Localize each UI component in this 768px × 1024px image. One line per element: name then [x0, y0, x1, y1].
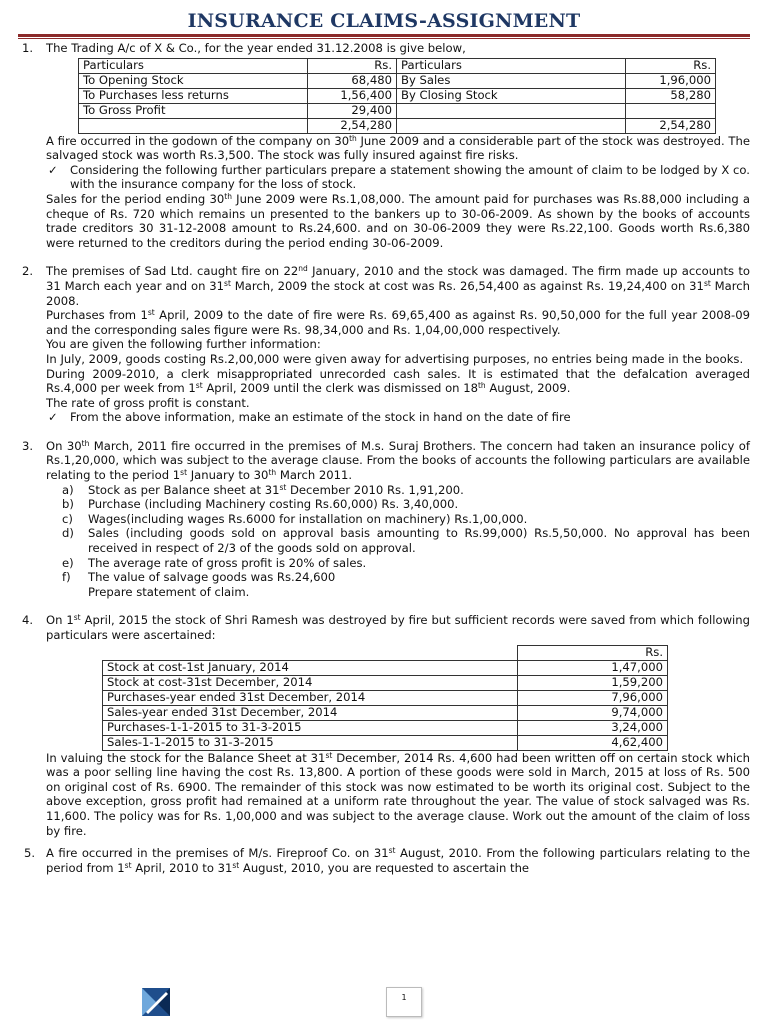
table-row [103, 720, 668, 735]
table-cell: 1,56,400 [308, 88, 397, 103]
table-header-cell: Rs. [626, 58, 716, 73]
table-cell: By Sales [397, 73, 626, 88]
list-text: The value of salvage goods was Rs.24,600 [88, 570, 336, 585]
table-header-row [79, 58, 716, 73]
table-cell: Purchases-year ended 31st December, 2014 [103, 690, 518, 705]
question-paragraph: Purchases from 1st April, 2009 to the date of fire were Rs. 69,65,400 as against Rs. 90,50,000 for the full year 2008-09 and the corresponding sales figure were Rs. 98,34,000 and Rs. 1,04,00,000 respectively. [46, 308, 750, 337]
table-total-row [79, 118, 716, 133]
title-rule-thick [18, 34, 750, 37]
list-text: Sales (including goods sold on approval basis amounting to Rs.99,000) Rs.5,50,000. No approval has been received in respect of 2/3 of the goods sold on approval. [88, 526, 750, 556]
table-cell [626, 103, 716, 118]
list-letter: a) [62, 482, 74, 497]
list-letter: d) [62, 526, 74, 541]
question-number: 1. [22, 41, 34, 55]
question-paragraph: In July, 2009, goods costing Rs.2,00,000 were given away for advertising purposes, no entries being made in the books. [46, 351, 744, 366]
table-cell: 1,96,000 [626, 73, 716, 88]
list-letter: c) [62, 511, 73, 526]
question-paragraph: On 1st April, 2015 the stock of Shri Ramesh was destroyed by fire but sufficient records were saved from which following particulars were ascertained: [46, 613, 750, 642]
table-cell: 3,24,000 [517, 720, 668, 735]
question-3 [0, 439, 768, 600]
table-header-row [103, 645, 668, 660]
question-number: 4. [22, 613, 34, 628]
list-text: Stock as per Balance sheet at 31st December 2010 Rs. 1,91,200. [88, 482, 464, 497]
table-cell: By Closing Stock [397, 88, 626, 103]
table-cell: 4,62,400 [517, 735, 668, 750]
question-paragraph: A fire occurred in the godown of the company on 30th June 2009 and a considerable part of the stock was destroyed. The salvaged stock was worth Rs.3,500. The stock was fully insured against fire risks. [46, 133, 750, 163]
table-row [103, 675, 668, 690]
question-1 [0, 41, 768, 250]
question-paragraph: On 30th March, 2011 fire occurred in the premises of M.s. Suraj Brothers. The concern had taken an insurance policy of Rs.1,20,000, which was subject to the average clause. From the books of accounts the following particulars are available relating to the period 1st January to 30th March 2011. [46, 438, 750, 483]
instruction-item [46, 163, 750, 192]
question-number: 5. [24, 846, 36, 861]
table-header-cell: Rs. [517, 645, 668, 660]
publisher-logo-icon [142, 988, 170, 1016]
list-text: The average rate of gross profit is 20% of sales. [88, 555, 367, 570]
title-rule-thin [18, 38, 750, 39]
question-paragraph: During 2009-2010, a clerk misappropriated unrecorded cash sales. It is estimated that the defalcation averaged Rs.4,000 per week from 1st April, 2009 until the clerk was dismissed on 18th August, 2009. [46, 366, 750, 396]
list-item [46, 512, 750, 527]
table-row [103, 690, 668, 705]
table-row [79, 73, 716, 88]
question-paragraph: A fire occurred in the premises of M/s. Fireproof Co. on 31st August, 2010. From the following particulars relating to the period from 1st April, 2010 to 31st August, 2010, you are requested to ascertain the [46, 846, 750, 875]
question-4 [0, 613, 768, 838]
table-cell [397, 103, 626, 118]
table-cell: To Gross Profit [79, 103, 308, 118]
table-cell: Purchases-1-1-2015 to 31-3-2015 [103, 720, 518, 735]
question-closing: Prepare statement of claim. [88, 584, 250, 599]
table-cell: 2,54,280 [308, 118, 397, 133]
table-cell: To Opening Stock [79, 73, 308, 88]
question-paragraph: The rate of gross profit is constant. [46, 395, 250, 410]
list-letter: e) [62, 555, 74, 570]
table-header-cell: Particulars [79, 58, 308, 73]
checkmark-icon: ✓ [48, 410, 58, 425]
table-cell: 58,280 [626, 88, 716, 103]
instruction-item [46, 410, 750, 425]
question-intro: The Trading A/c of X & Co., for the year ended 31.12.2008 is give below, [46, 41, 466, 55]
table-cell: Sales-1-1-2015 to 31-3-2015 [103, 735, 518, 750]
list-item [46, 483, 750, 498]
table-header-cell: Rs. [308, 58, 397, 73]
table-row [79, 88, 716, 103]
table-cell [397, 118, 626, 133]
page-number [386, 987, 422, 1017]
list-letter: b) [62, 497, 74, 512]
page-number-text: 1 [401, 993, 407, 1002]
question-2 [0, 264, 768, 425]
list-item [46, 526, 750, 555]
table-cell: 9,74,000 [517, 705, 668, 720]
list-item [46, 497, 750, 512]
question-paragraph: Sales for the period ending 30th June 2009 were Rs.1,08,000. The amount paid for purchases was Rs.88,000 including a cheque of Rs. 720 which remains un presented to the bankers up to 30-06-2009. As shown by the books of accounts trade creditors 30 31-12-2008 amount to Rs.24,600. and on 30-06-2009 they were Rs.22,100. Goods worth Rs.6,380 were returned to the creditors during the period ending 30-06-2009. [46, 191, 750, 250]
table-cell [79, 118, 308, 133]
table-cell: Sales-year ended 31st December, 2014 [103, 705, 518, 720]
table-row [103, 705, 668, 720]
list-letter: f) [62, 570, 71, 585]
question-number: 3. [22, 438, 34, 453]
table-cell: 7,96,000 [517, 690, 668, 705]
table-cell: 1,59,200 [517, 675, 668, 690]
list-item [46, 570, 750, 585]
table-row [103, 735, 668, 750]
table-cell: Stock at cost-31st December, 2014 [103, 675, 518, 690]
page-title: INSURANCE CLAIMS-ASSIGNMENT [187, 10, 581, 32]
stock-particulars-table [102, 645, 668, 751]
table-cell: To Purchases less returns [79, 88, 308, 103]
list-item [46, 556, 750, 571]
instruction-text: Considering the following further particulars prepare a statement showing the amount of claim to be lodged by X co. with the insurance company for the loss of stock. [70, 162, 750, 192]
question-paragraph: In valuing the stock for the Balance Sheet at 31st December, 2014 Rs. 4,600 had been written off on certain stock which was a poor selling line having the cost Rs. 13,800. A portion of these goods were sold in March, 2015 at loss of Rs. 500 on original cost of Rs. 6900. The remainder of this stock was now estimated to be worth its original cost. Subject to the above exception, gross profit had remained at a uniform rate throughout the year. The value of stock salvaged was Rs. 11,600. The policy was for Rs. 1,00,000 and was subject to the average clause. Work out the amount of the claim of loss by fire. [46, 750, 750, 838]
question-paragraph: The premises of Sad Ltd. caught fire on 22nd January, 2010 and the stock was damaged. The firm made up accounts to 31 March each year and on 31st March, 2009 the stock at cost was Rs. 26,54,400 as against Rs. 19,24,400 on 31st March 2008. [46, 264, 751, 308]
question-5 [0, 846, 768, 875]
instruction-text: From the above information, make an estimate of the stock in hand on the date of fire [70, 410, 571, 425]
trading-account-table [78, 58, 716, 134]
question-number: 2. [22, 264, 34, 279]
checkmark-icon: ✓ [48, 162, 58, 177]
table-cell: 68,480 [308, 73, 397, 88]
table-cell: 1,47,000 [517, 660, 668, 675]
list-text: Purchase (including Machinery costing Rs.60,000) Rs. 3,40,000. [88, 497, 459, 512]
table-row [79, 103, 716, 118]
table-cell: Stock at cost-1st January, 2014 [103, 660, 518, 675]
question-paragraph: You are given the following further information: [46, 337, 321, 352]
document-body [0, 41, 768, 875]
table-row [103, 660, 668, 675]
table-header-cell: Particulars [397, 58, 626, 73]
table-cell: 29,400 [308, 103, 397, 118]
list-text: Wages(including wages Rs.6000 for installation on machinery) Rs.1,00,000. [88, 511, 528, 526]
table-cell: 2,54,280 [626, 118, 716, 133]
